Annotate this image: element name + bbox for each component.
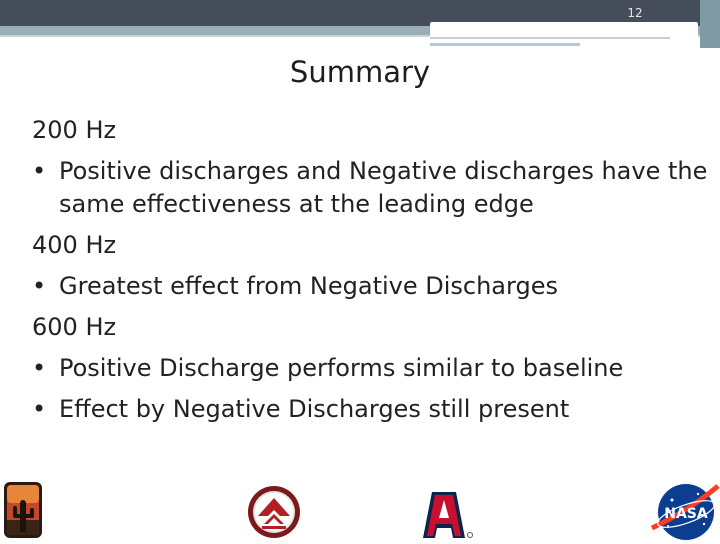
bullet-item xyxy=(32,352,712,385)
header-decoration-line-2 xyxy=(430,43,580,46)
bullet-text: Positive Discharge performs similar to baseline xyxy=(59,354,624,382)
university-of-arizona-logo xyxy=(423,492,473,538)
desert-cactus-logo xyxy=(4,482,42,538)
header-decoration-line xyxy=(430,37,670,39)
bullet-point-icon: • xyxy=(32,272,47,300)
bullet-item xyxy=(32,155,712,221)
section-heading-200hz: 200 Hz xyxy=(32,116,117,144)
nasa-logo xyxy=(652,484,718,540)
bullet-text: Positive discharges and Negative discharges have the same effectiveness at the leading edge xyxy=(59,157,708,218)
bullet-item xyxy=(32,270,712,303)
slide-title: Summary xyxy=(289,55,431,89)
bullet-point-icon: • xyxy=(32,157,47,185)
bullet-text: Greatest effect from Negative Discharges xyxy=(59,272,558,300)
slide-number: 12 xyxy=(627,6,643,20)
logos-svg xyxy=(0,480,720,540)
aerospace-engineering-logo xyxy=(248,486,300,538)
slide-content xyxy=(32,110,712,434)
header-decoration xyxy=(430,22,698,44)
bullet-point-icon: • xyxy=(32,354,47,382)
section-heading-400hz: 400 Hz xyxy=(32,231,117,259)
logo-strip xyxy=(0,480,720,540)
nasa-logo-text: NASA xyxy=(664,506,708,522)
bullet-point-icon: • xyxy=(32,395,47,423)
header-right-edge xyxy=(700,0,720,48)
section-heading-600hz: 600 Hz xyxy=(32,313,117,341)
bullet-item xyxy=(32,393,712,426)
bullet-text: Effect by Negative Discharges still present xyxy=(59,395,570,423)
